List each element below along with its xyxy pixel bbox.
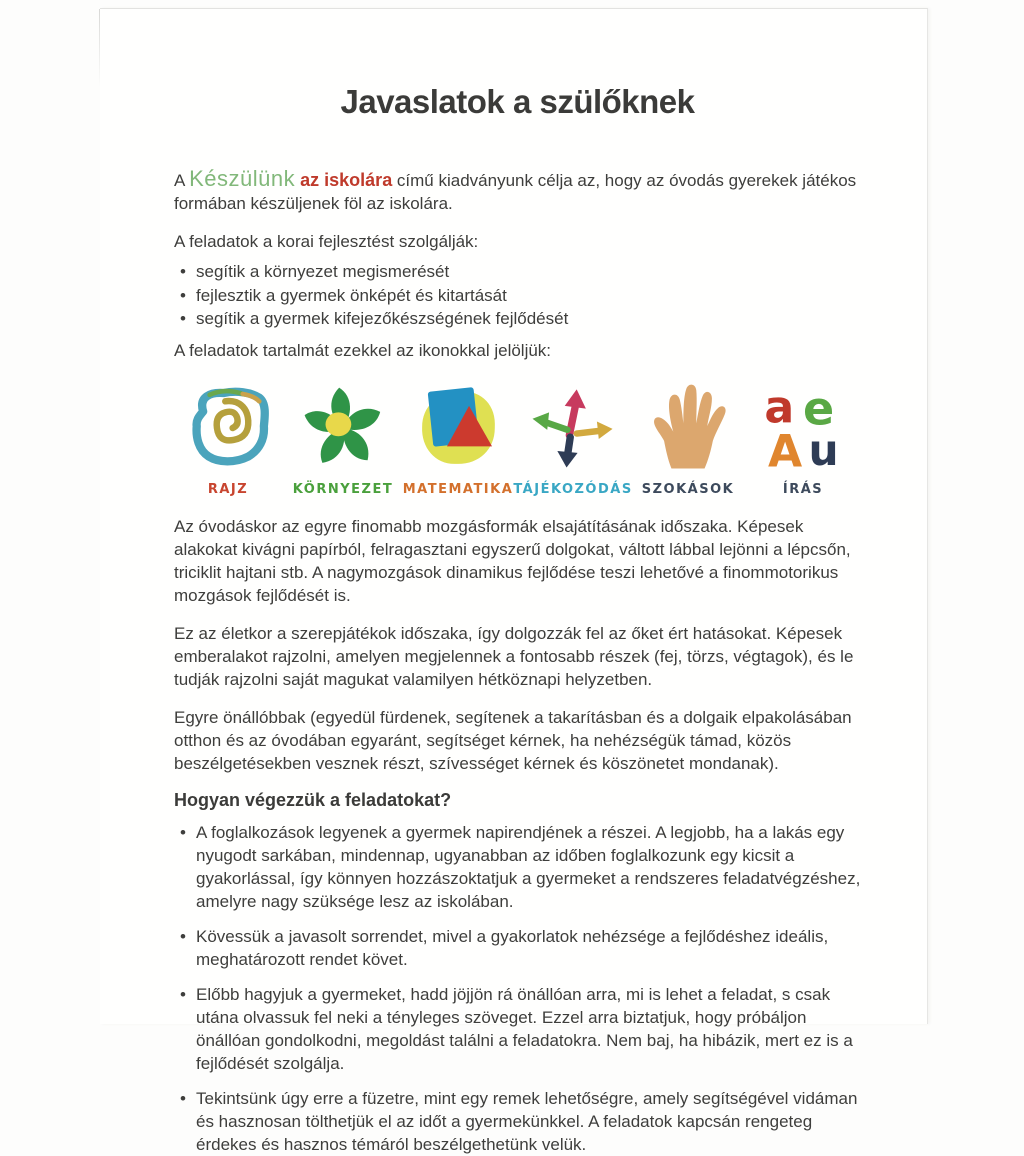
section-heading: Hogyan végezzük a feladatokat? — [174, 789, 452, 810]
arrows-icon — [527, 382, 619, 474]
icon-cell-matematika — [402, 382, 514, 497]
document-page — [100, 8, 928, 1154]
shapes-icon — [412, 382, 504, 474]
brand-name-red: az iskolára — [295, 170, 393, 190]
goals-lead: A feladatok a korai fejlesztést szolgálják: — [174, 232, 479, 251]
letter-u-navy: u — [808, 425, 839, 474]
icon-cell-szokasok — [636, 382, 740, 497]
intro-segment-start: A — [174, 171, 190, 190]
icon-cell-rajz — [176, 382, 280, 497]
icon-label-matematika: MATEMATIKA — [402, 481, 514, 497]
list-item: • Előbb hagyjuk a gyermeket, hadd jöjjön rá önállóan arra, mi is lehet a feladat, s csak utána olvassuk fel neki a tényleges szöveget. Ezzel arra biztatjuk, hogy próbáljon önállóan gondolkodni, megoldást találni a feladatokra. Nem baj, ha hibázik, mert ez is a fejlődését szolgálja. — [178, 983, 861, 1075]
how-list — [174, 821, 861, 1156]
list-item: • segítik a gyermek kifejezőkészségének fejlődését — [178, 307, 861, 331]
page-title: Javaslatok a szülőknek — [340, 83, 695, 120]
paragraph-motor-skills: Az óvodáskor az egyre finomabb mozgásformák elsajátításának időszaka. Képesek alakokat kivágni papírból, felragasztani egyszerű dolgokat, váltott lábbal lejönni a lépcsőn, triciklit hajtani stb. A nagymozgások dinamikus fejlődése teszi lehetővé a finommotorikus mozgások fejlődését is. — [174, 516, 851, 605]
icon-label-szokasok: SZOKÁSOK — [641, 481, 735, 497]
paragraph-independence: Egyre önállóbbak (egyedül fürdenek, segítenek a takarításban és a dolgaik elpakolásában otthon és az óvodában egyaránt, segítséget kérnek, ha nehézségük támad, közös beszélgetésekben vesznek részt, szívességet kérnek és köszönetet mondanak). — [174, 707, 852, 773]
letters-icon — [757, 382, 849, 474]
intro-paragraph — [174, 167, 861, 215]
icon-label-iras: ÍRÁS — [782, 481, 824, 497]
icon-label-kornyezet: KÖRNYEZET — [292, 481, 394, 497]
letter-e-green: e — [803, 381, 835, 435]
icon-cell-kornyezet — [291, 382, 395, 497]
icons-row — [176, 382, 855, 497]
list-item: • fejlesztik a gyermek önképét és kitartását — [178, 284, 861, 308]
icon-cell-tajekozodas — [513, 382, 633, 497]
icons-lead: A feladatok tartalmát ezekkel az ikonokkal jelöljük: — [174, 340, 552, 360]
letter-A-orange: A — [768, 426, 803, 474]
hand-icon — [642, 382, 734, 474]
page-edge-line — [99, 9, 100, 87]
letter-a-red: a — [764, 381, 795, 433]
icon-label-tajekozodas: TÁJÉKOZÓDÁS — [513, 481, 633, 497]
list-item: • Kövessük a javasolt sorrendet, mivel a gyakorlatok nehézsége a fejlődéshez ideális, meghatározott rendet követ. — [178, 925, 861, 971]
icon-label-rajz: RAJZ — [207, 481, 249, 497]
spiral-drawing-icon — [182, 382, 274, 474]
list-item: • A foglalkozások legyenek a gyermek napirendjének a részei. A legjobb, ha a lakás egy nyugodt sarkában, mindennap, ugyanabban az időben foglalkozunk egy kicsit a gyakorlással, így könnyen hozzászoktatjuk a gyermeket a rendszeres feladatvégzéshez, amelyre nagy szüksége lesz az iskolában. — [178, 821, 861, 913]
intro-segment-rest: című kiadványunk célja az, hogy az óvodás gyerekek játékos formában készüljenek föl az iskolára. — [174, 171, 857, 213]
list-item: • Tekintsünk úgy erre a füzetre, mint egy remek lehetőségre, amely segítségével vidáman és hasznosan tölthetjük el az időt a gyermekünkkel. A feladatok kapcsán rengeteg érdekes és hasznos témáról beszélgethetünk velük. — [178, 1087, 861, 1156]
icon-cell-iras — [751, 382, 855, 497]
list-item: • segítik a környezet megismerését — [178, 260, 861, 284]
flower-icon — [297, 382, 389, 474]
brand-name-green: Készülünk — [189, 166, 296, 191]
paragraph-role-play: Ez az életkor a szerepjátékok időszaka, így dolgozzák fel az őket ért hatásokat. Képesek emberalakot rajzolni, amelyen megjelennek a fontosabb részek (fej, törzs, végtagok), és le tudják rajzolni saját magukat valamilyen hétköznapi helyzetben. — [174, 623, 854, 689]
goals-list — [174, 260, 861, 331]
